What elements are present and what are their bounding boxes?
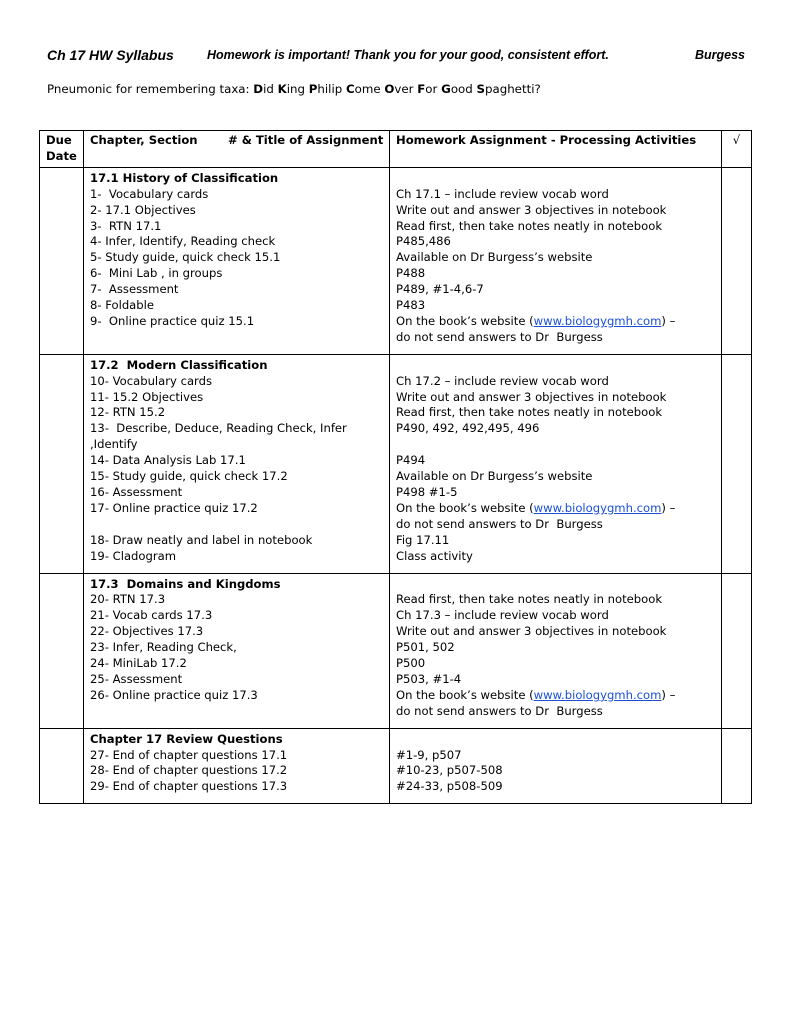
pneumonic-initial: S [476, 82, 485, 96]
homework-text: P485,486 [396, 234, 451, 249]
pneumonic-initial: K [277, 82, 287, 96]
page-header [47, 48, 745, 66]
homework-text: On the book’s website ( [396, 313, 534, 328]
homework-line [396, 314, 715, 330]
homework-text: do not send answers to Dr Burgess [396, 703, 603, 718]
assignment-item: 27- End of chapter questions 17.1 [90, 747, 288, 762]
homework-line [396, 437, 715, 453]
homework-line [396, 624, 715, 640]
homework-line [396, 656, 715, 672]
homework-text: Fig 17.11 [396, 532, 450, 547]
homework-cell [390, 728, 722, 804]
homework-text: Available on Dr Burgess’s website [396, 250, 593, 265]
assignment-list-cell [84, 167, 390, 354]
assignment-item: 5- Study guide, quick check 15.1 [90, 250, 281, 265]
number-title-label: # & Title of Assignment [228, 133, 384, 147]
homework-header: Homework Assignment - Processing Activities [390, 131, 722, 168]
pneumonic-word-rest: hilip [317, 82, 346, 96]
teacher-name: Burgess [694, 48, 745, 62]
pneumonic-initial: O [384, 82, 395, 96]
assignment-table [39, 130, 752, 804]
pneumonic-word-rest: or [425, 82, 442, 96]
homework-line [396, 763, 715, 779]
homework-text: P500 [396, 656, 426, 671]
check-cell[interactable] [722, 573, 752, 728]
homework-text: On the book’s website ( [396, 687, 534, 702]
assignment-item: 23- Infer, Reading Check, [90, 640, 237, 655]
homework-line [396, 469, 715, 485]
homework-line [396, 266, 715, 282]
assignment-item: 16- Assessment [90, 485, 183, 500]
homework-text: do not send answers to Dr Burgess [396, 516, 603, 531]
assignment-item: 6- Mini Lab , in groups [90, 266, 223, 281]
homework-text: Available on Dr Burgess’s website [396, 469, 593, 484]
homework-line [396, 171, 715, 187]
homework-text: Write out and answer 3 objectives in notebook [396, 624, 667, 639]
homework-text: P494 [396, 453, 426, 468]
homework-line [396, 592, 715, 608]
homework-text: P489, #1-4,6-7 [396, 282, 484, 297]
homework-text: Ch 17.2 – include review vocab word [396, 373, 609, 388]
homework-text-after: ) – [661, 313, 676, 328]
assignment-item: 9- Online practice quiz 15.1 [90, 313, 255, 328]
homework-line [396, 608, 715, 624]
homework-text: Ch 17.1 – include review vocab word [396, 186, 609, 201]
homework-line [396, 533, 715, 549]
pneumonic-initial: F [417, 82, 426, 96]
assignment-item: 18- Draw neatly and label in notebook [90, 532, 313, 547]
homework-line [396, 732, 715, 748]
homework-line [396, 298, 715, 314]
pneumonic-word-rest: ing [286, 82, 309, 96]
homework-text: #24-33, p508-509 [396, 779, 503, 794]
homework-line [396, 250, 715, 266]
website-link[interactable]: www.biologygmh.com [533, 687, 662, 702]
header-tagline: Homework is important! Thank you for your good, consistent effort. [207, 48, 609, 62]
pneumonic-word-rest: ome [354, 82, 385, 96]
assignment-item: 2- 17.1 Objectives [90, 202, 196, 217]
homework-line [396, 203, 715, 219]
homework-line [396, 421, 715, 437]
due-date-cell[interactable] [40, 728, 84, 804]
assignment-item: 29- End of chapter questions 17.3 [90, 779, 288, 794]
pneumonic-initial: G [441, 82, 451, 96]
assignment-list-cell [84, 573, 390, 728]
homework-line [396, 330, 715, 346]
assignment-item: 7- Assessment [90, 282, 179, 297]
assignment-item: 13- Describe, Deduce, Reading Check, Infer [90, 421, 347, 436]
homework-text: Class activity [396, 548, 473, 563]
homework-text: Read first, then take notes neatly in notebook [396, 592, 663, 607]
assignment-item [90, 517, 383, 533]
assignment-list-cell [84, 354, 390, 573]
due-date-cell[interactable] [40, 167, 84, 354]
homework-cell [390, 573, 722, 728]
homework-text: P488 [396, 266, 426, 281]
homework-line [396, 187, 715, 203]
assignment-item: 25- Assessment [90, 671, 183, 686]
homework-line [396, 358, 715, 374]
homework-text: P483 [396, 298, 426, 313]
due-date-header: Due Date [40, 131, 84, 168]
homework-text: Read first, then take notes neatly in notebook [396, 218, 663, 233]
pneumonic-word-rest: ood [450, 82, 477, 96]
assignment-item: 8- Foldable [90, 298, 154, 313]
pneumonic-word-rest: id [263, 82, 278, 96]
section-row [40, 573, 752, 728]
assignment-item: 21- Vocab cards 17.3 [90, 608, 213, 623]
assignment-item: 4- Infer, Identify, Reading check [90, 234, 276, 249]
homework-line [396, 374, 715, 390]
assignment-item: 15- Study guide, quick check 17.2 [90, 469, 288, 484]
homework-line [396, 549, 715, 565]
check-cell[interactable] [722, 728, 752, 804]
assignment-list-cell [84, 728, 390, 804]
assignment-item: 14- Data Analysis Lab 17.1 [90, 453, 246, 468]
check-header: √ [722, 131, 752, 168]
website-link[interactable]: www.biologygmh.com [533, 313, 662, 328]
pneumonic-initial: D [253, 82, 264, 96]
homework-text: #1-9, p507 [396, 747, 462, 762]
pneumonic-phrase [253, 82, 540, 96]
website-link[interactable]: www.biologygmh.com [533, 500, 662, 515]
assignment-item: 10- Vocabulary cards [90, 373, 213, 388]
homework-text: Ch 17.3 – include review vocab word [396, 608, 609, 623]
pneumonic-word-rest: ver [394, 82, 418, 96]
pneumonic-initial: C [345, 82, 355, 96]
assignment-item: 19- Cladogram [90, 548, 177, 563]
homework-text: Write out and answer 3 objectives in notebook [396, 389, 667, 404]
chapter-section-label: Chapter, Section [90, 133, 198, 147]
assignment-item: 17- Online practice quiz 17.2 [90, 500, 258, 515]
homework-text: P498 #1-5 [396, 484, 458, 499]
homework-text: P490, 492, 492,495, 496 [396, 421, 540, 436]
homework-line [396, 453, 715, 469]
assignment-item: ,Identify [90, 437, 138, 452]
assignment-item: 24- MiniLab 17.2 [90, 656, 187, 671]
homework-line [396, 672, 715, 688]
homework-text: P503, #1-4 [396, 671, 462, 686]
assignment-item: 11- 15.2 Objectives [90, 389, 204, 404]
homework-line [396, 577, 715, 593]
assignment-item: 28- End of chapter questions 17.2 [90, 763, 288, 778]
section-title: 17.1 History of Classification [90, 170, 279, 185]
homework-line [396, 405, 715, 421]
homework-line [396, 704, 715, 720]
sections-body [40, 167, 752, 803]
homework-text-after: ) – [661, 500, 676, 515]
homework-text: On the book’s website ( [396, 500, 534, 515]
homework-cell [390, 354, 722, 573]
homework-line [396, 640, 715, 656]
section-row [40, 167, 752, 354]
section-row [40, 728, 752, 804]
homework-line [396, 517, 715, 533]
check-cell[interactable] [722, 167, 752, 354]
chapter-section-header [84, 131, 390, 168]
section-title: Chapter 17 Review Questions [90, 731, 283, 746]
due-date-cell[interactable] [40, 573, 84, 728]
assignment-item: 12- RTN 15.2 [90, 405, 166, 420]
homework-text: do not send answers to Dr Burgess [396, 329, 603, 344]
check-cell[interactable] [722, 354, 752, 573]
assignment-item: 3- RTN 17.1 [90, 218, 162, 233]
assignment-item: 26- Online practice quiz 17.3 [90, 687, 258, 702]
pneumonic-word-rest: paghetti? [485, 82, 541, 96]
homework-text-after: ) – [661, 687, 676, 702]
homework-line [396, 748, 715, 764]
pneumonic-line [47, 82, 541, 96]
pneumonic-prefix: Pneumonic for remembering taxa: [47, 82, 254, 96]
homework-line [396, 390, 715, 406]
homework-cell [390, 167, 722, 354]
homework-line [396, 485, 715, 501]
homework-line [396, 219, 715, 235]
homework-text: #10-23, p507-508 [396, 763, 503, 778]
homework-line [396, 501, 715, 517]
homework-line [396, 779, 715, 795]
due-date-cell[interactable] [40, 354, 84, 573]
homework-text: P501, 502 [396, 640, 455, 655]
assignment-item: 20- RTN 17.3 [90, 592, 166, 607]
assignment-item: 22- Objectives 17.3 [90, 624, 204, 639]
section-title: 17.3 Domains and Kingdoms [90, 576, 281, 591]
homework-line [396, 234, 715, 250]
section-row [40, 354, 752, 573]
pneumonic-initial: P [308, 82, 318, 96]
table-header-row [40, 131, 752, 168]
homework-line [396, 282, 715, 298]
assignment-item: 1- Vocabulary cards [90, 186, 209, 201]
section-title: 17.2 Modern Classification [90, 357, 268, 372]
homework-line [396, 688, 715, 704]
homework-text: Read first, then take notes neatly in notebook [396, 405, 663, 420]
homework-text: Write out and answer 3 objectives in notebook [396, 202, 667, 217]
syllabus-title: Ch 17 HW Syllabus [47, 47, 174, 63]
